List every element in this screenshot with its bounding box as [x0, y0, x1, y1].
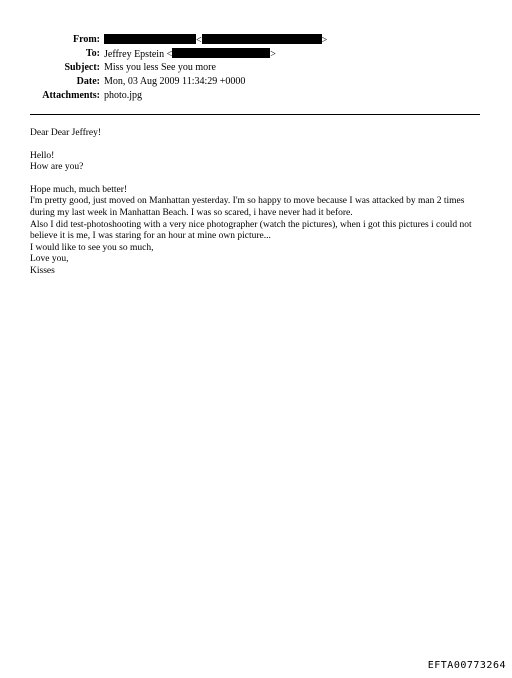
- date-value: Mon, 03 Aug 2009 11:34:29 +0000: [104, 76, 246, 87]
- attachments-label: Attachments:: [42, 90, 100, 101]
- subject-value: Miss you less See you more: [104, 62, 216, 73]
- to-label: To:: [85, 48, 100, 59]
- date-label: Date:: [76, 76, 100, 87]
- body-line: Hope much, much better!: [30, 184, 128, 195]
- body-line: How are you?: [30, 162, 84, 173]
- redaction-block: [104, 34, 196, 44]
- from-open: <: [196, 35, 202, 46]
- header-divider: [30, 114, 480, 115]
- from-label: From:: [72, 34, 100, 45]
- redaction-block: [172, 48, 270, 58]
- redaction-block: [202, 34, 322, 44]
- body-line: Love you,: [30, 254, 69, 265]
- to-close: >: [270, 49, 276, 60]
- body-line: Kisses: [30, 265, 55, 276]
- email-header: [0, 0, 512, 110]
- body-paragraph: Also I did test-photoshooting with a very nice photographer (watch the pictures), when i got this pictures i could not believe it is me, I was staring for an hour at mine own picture...: [30, 219, 472, 242]
- to-value: [104, 48, 276, 61]
- attachments-value[interactable]: photo.jpg: [104, 90, 143, 101]
- body-paragraph: I'm pretty good, just moved on Manhattan yesterday. I'm so happy to move because I was attacked by man 2 times during my last week in Manhattan Beach. I was so scared, i have never had it before.: [30, 196, 465, 218]
- from-close: >: [321, 35, 328, 46]
- body-line: Hello!: [30, 150, 55, 161]
- subject-label: Subject:: [64, 62, 100, 73]
- from-value: [104, 34, 327, 47]
- bates-number: EFTA00773264: [427, 660, 506, 671]
- body-line: I would like to see you so much,: [30, 242, 154, 253]
- email-body: [30, 128, 490, 278]
- greeting: Dear Dear Jeffrey!: [30, 128, 102, 138]
- to-name: Jeffrey Epstein <: [104, 49, 173, 60]
